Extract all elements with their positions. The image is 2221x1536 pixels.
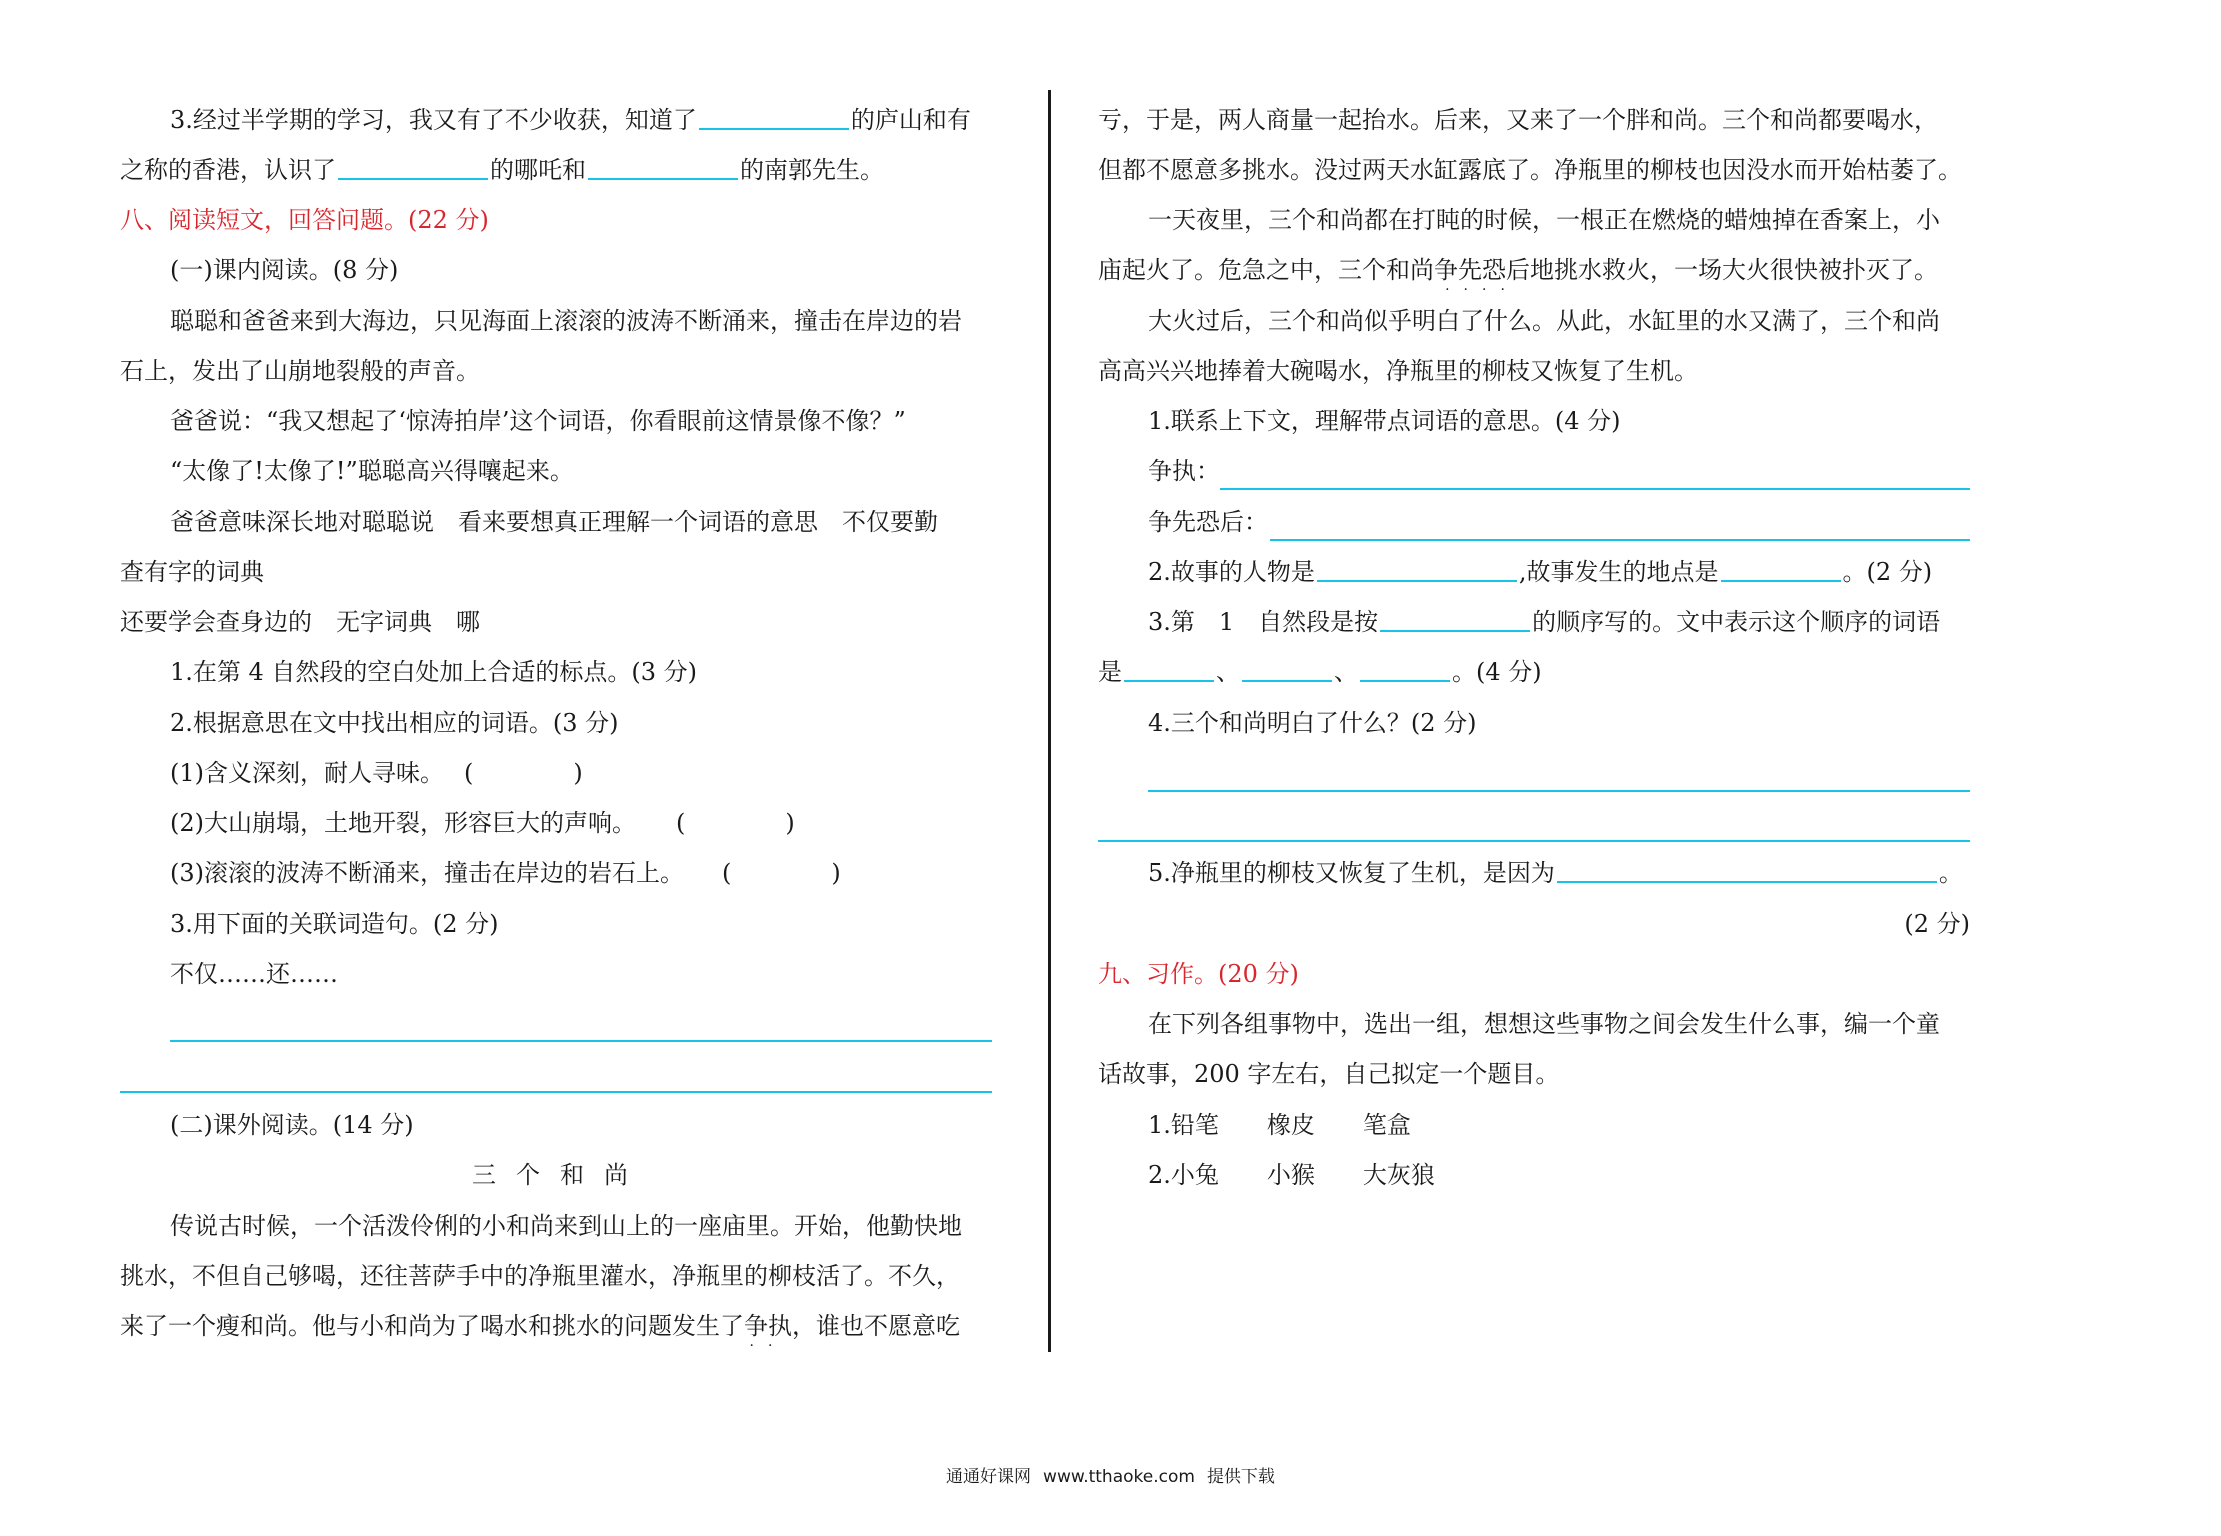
question-r3-cont: 是 、 、 。(4 分) <box>1098 658 1542 686</box>
question-2: 2.根据意思在文中找出相应的词语。(3 分) <box>170 709 619 737</box>
footer-url[interactable]: www.tthaoke.com <box>1043 1467 1195 1487</box>
passage-line: 爸爸说：“我又想起了‘惊涛拍岸’这个词语，你看眼前这情景像不像？” <box>170 407 906 435</box>
question-r5-score: (2 分) <box>1904 910 1970 938</box>
question-r1-a-label: 争执： <box>1148 457 1220 485</box>
part-2-heading: (二)课外阅读。(14 分) <box>170 1111 414 1139</box>
question-3: 3.用下面的关联词造句。(2 分) <box>170 910 499 938</box>
question-r5: 5.净瓶里的柳枝又恢复了生机，是因为 。 <box>1148 859 1963 887</box>
answer-blank[interactable] <box>1124 658 1214 682</box>
question-r1: 1.联系上下文，理解带点词语的意思。(4 分) <box>1148 407 1621 435</box>
story-line: 亏，于是，两人商量一起抬水。后来，又来了一个胖和尚。三个和尚都要喝水， <box>1098 106 1938 134</box>
footer-note: 提供下载 <box>1206 1467 1275 1487</box>
passage-line: 查有字的词典 <box>120 558 264 586</box>
story-line: 大火过后，三个和尚似乎明白了什么。从此，水缸里的水又满了，三个和尚 <box>1148 307 1940 335</box>
answer-blank[interactable] <box>1317 558 1517 582</box>
column-divider <box>1048 90 1051 1352</box>
answer-blank[interactable] <box>1721 558 1841 582</box>
writing-prompt: 在下列各组事物中，选出一组，想想这些事物之间会发生什么事，编一个童 <box>1148 1010 1940 1038</box>
answer-blank[interactable] <box>1380 608 1530 632</box>
story-line: 一天夜里，三个和尚都在打盹的时候，一根正在燃烧的蜡烛掉在香案上，小 <box>1148 206 1940 234</box>
part-1-heading: (一)课内阅读。(8 分) <box>170 256 399 284</box>
answer-blank[interactable] <box>588 156 738 180</box>
story-line: 来了一个瘦和尚。他与小和尚为了喝水和挑水的问题发生了争执 ·· ，谁也不愿意吃 <box>120 1312 960 1354</box>
answer-blank[interactable] <box>1360 658 1450 682</box>
answer-blank[interactable] <box>338 156 488 180</box>
answer-blank[interactable] <box>699 106 849 130</box>
story-line: 挑水，不但自己够喝，还往菩萨手中的净瓶里灌水，净瓶里的柳枝活了。不久， <box>120 1262 960 1290</box>
answer-line[interactable] <box>120 1091 992 1093</box>
question-r2: 2.故事的人物是 ,故事发生的地点是 。(2 分) <box>1148 558 1933 586</box>
footer <box>0 1462 2221 1487</box>
question-2-item-3: (3)滚滚的波涛不断涌来，撞击在岸边的岩石上。 ( ) <box>170 859 841 887</box>
question-r4: 4.三个和尚明白了什么？(2 分) <box>1148 709 1477 737</box>
answer-line[interactable] <box>1148 790 1970 792</box>
writing-prompt: 话故事，200 字左右，自己拟定一个题目。 <box>1098 1060 1560 1088</box>
story-line: 庙起火了。危急之中，三个和尚争先恐后 ···· 地挑水救火，一场大火很快被扑灭了。 <box>1098 256 1938 298</box>
answer-line[interactable] <box>170 1040 992 1042</box>
passage-line: 聪聪和爸爸来到大海边，只见海面上滚滚的波涛不断涌来，撞击在岸边的岩 <box>170 307 962 335</box>
passage-line: 石上，发出了山崩地裂般的声音。 <box>120 357 480 385</box>
q3-line1: 3.经过半学期的学习，我又有了不少收获，知道了 的庐山和有 <box>170 106 971 134</box>
question-2-item-2: (2)大山崩塌，土地开裂，形容巨大的声响。 ( ) <box>170 809 795 837</box>
section-9-heading: 九、习作。(20 分) <box>1098 960 1299 988</box>
writing-option-2: 2.小兔 小猴 大灰狼 <box>1148 1161 1435 1189</box>
question-r3: 3.第 1 自然段是按 的顺序写的。文中表示这个顺序的词语 <box>1148 608 1941 636</box>
answer-blank[interactable] <box>1557 859 1937 883</box>
dotted-word: 争执 ·· <box>744 1312 792 1354</box>
question-r1-b-label: 争先恐后： <box>1148 508 1268 536</box>
passage-line: 还要学会查身边的 无字词典 哪 <box>120 608 480 636</box>
story-line: 但都不愿意多挑水。没过两天水缸露底了。净瓶里的柳枝也因没水而开始枯萎了。 <box>1098 156 1962 184</box>
dotted-word: 争先恐后 ···· <box>1434 256 1530 298</box>
section-8-heading: 八、阅读短文，回答问题。(22 分) <box>120 206 489 234</box>
passage-line: 爸爸意味深长地对聪聪说 看来要想真正理解一个词语的意思 不仅要勤 <box>170 508 938 536</box>
answer-line[interactable] <box>1098 840 1970 842</box>
passage-line: “太像了!太像了!”聪聪高兴得嚷起来。 <box>170 457 574 485</box>
story-title: 三个和尚 <box>472 1161 648 1189</box>
answer-blank[interactable] <box>1242 658 1332 682</box>
story-line: 传说古时候，一个活泼伶俐的小和尚来到山上的一座庙里。开始，他勤快地 <box>170 1212 962 1240</box>
answer-line[interactable] <box>1270 539 1970 541</box>
footer-site-name: 通通好课网 <box>946 1467 1032 1487</box>
question-2-item-1: (1)含义深刻，耐人寻味。 ( ) <box>170 759 583 787</box>
answer-line[interactable] <box>1220 488 1970 490</box>
q3-line2: 之称的香港，认识了 的哪吒和 的南郭先生。 <box>120 156 884 184</box>
writing-option-1: 1.铅笔 橡皮 笔盒 <box>1148 1111 1411 1139</box>
question-1: 1.在第 4 自然段的空白处加上合适的标点。(3 分) <box>170 658 698 686</box>
story-line: 高高兴兴地捧着大碗喝水，净瓶里的柳枝又恢复了生机。 <box>1098 357 1698 385</box>
question-3-words: 不仅……还…… <box>170 960 338 988</box>
